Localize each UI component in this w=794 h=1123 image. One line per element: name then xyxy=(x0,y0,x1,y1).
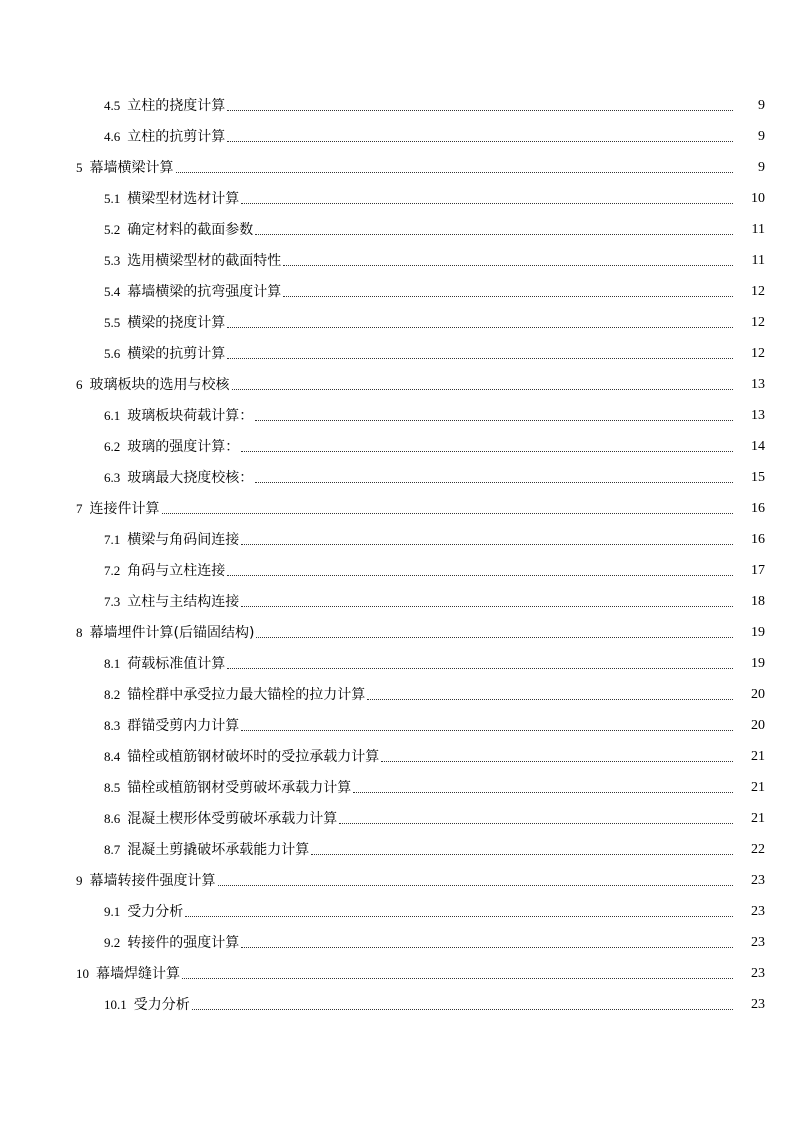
toc-entry-page: 21 xyxy=(751,811,765,826)
dot-leader xyxy=(227,109,733,111)
toc-entry-title: 受力分析 xyxy=(127,904,184,920)
dot-leader xyxy=(227,140,733,142)
dot-leader xyxy=(227,574,733,576)
toc-entry-page: 19 xyxy=(751,625,765,640)
toc-entry-title: 幕墙埋件计算(后锚固结构) xyxy=(89,625,255,641)
toc-entry[interactable] xyxy=(0,983,794,1014)
toc-entry-number: 5.5 xyxy=(104,315,121,330)
toc-entry[interactable] xyxy=(0,394,794,425)
toc-entry[interactable] xyxy=(0,301,794,332)
toc-entry[interactable] xyxy=(0,146,794,177)
toc-entry[interactable] xyxy=(0,208,794,239)
toc-entry[interactable] xyxy=(0,766,794,797)
toc-entry-title: 横梁的抗剪计算 xyxy=(127,346,226,362)
toc-entry-page: 18 xyxy=(751,594,765,609)
toc-entry-page: 12 xyxy=(751,284,765,299)
dot-leader xyxy=(241,202,733,204)
toc-entry-title: 角码与立柱连接 xyxy=(127,563,226,579)
toc-entry-number: 8.2 xyxy=(104,687,121,702)
toc-entry-number: 8.1 xyxy=(104,656,121,671)
toc-entry-page: 16 xyxy=(751,501,765,516)
toc-entry[interactable] xyxy=(0,425,794,456)
toc-entry-title: 横梁与角码间连接 xyxy=(127,532,240,548)
toc-entry[interactable] xyxy=(0,673,794,704)
dot-leader xyxy=(176,171,734,173)
toc-entry-title: 锚栓群中承受拉力最大锚栓的拉力计算 xyxy=(127,687,366,703)
toc-entry-page: 23 xyxy=(751,997,765,1012)
toc-entry-page: 20 xyxy=(751,718,765,733)
toc-entry-page: 9 xyxy=(758,98,765,113)
toc-entry-title: 幕墙横梁的抗弯强度计算 xyxy=(127,284,282,300)
toc-entry-title: 群锚受剪内力计算 xyxy=(127,718,240,734)
toc-entry-page: 23 xyxy=(751,966,765,981)
toc-entry[interactable] xyxy=(0,828,794,859)
toc-entry-number: 5.2 xyxy=(104,222,121,237)
dot-leader xyxy=(339,822,733,824)
toc-entry-title: 幕墙焊缝计算 xyxy=(96,966,180,982)
toc-entry-number: 8.6 xyxy=(104,811,121,826)
dot-leader xyxy=(367,698,733,700)
toc-entry-number: 8.4 xyxy=(104,749,121,764)
toc-entry[interactable] xyxy=(0,797,794,828)
toc-entry-number: 5.6 xyxy=(104,346,121,361)
dot-leader xyxy=(227,667,733,669)
toc-entry-title: 锚栓或植筋钢材受剪破坏承载力计算 xyxy=(127,780,352,796)
toc-entry-number: 7 xyxy=(76,501,83,516)
dot-leader xyxy=(283,264,733,266)
dot-leader xyxy=(185,915,733,917)
toc-entry-page: 15 xyxy=(751,470,765,485)
dot-leader xyxy=(353,791,733,793)
toc-entry-number: 9 xyxy=(76,873,83,888)
toc-entry-page: 23 xyxy=(751,873,765,888)
toc-entry-number: 4.5 xyxy=(104,98,121,113)
dot-leader xyxy=(283,295,733,297)
dot-leader xyxy=(255,481,733,483)
dot-leader xyxy=(192,1008,733,1010)
dot-leader xyxy=(256,636,733,638)
dot-leader xyxy=(227,357,733,359)
toc-entry-page: 14 xyxy=(751,439,765,454)
dot-leader xyxy=(241,729,733,731)
dot-leader xyxy=(311,853,733,855)
toc-entry[interactable] xyxy=(0,270,794,301)
toc-entry-title: 连接件计算 xyxy=(89,501,160,517)
toc-entry-number: 4.6 xyxy=(104,129,121,144)
toc-entry-number: 10 xyxy=(76,966,89,981)
toc-entry-number: 8.5 xyxy=(104,780,121,795)
toc-entry-page: 12 xyxy=(751,315,765,330)
toc-entry-title: 玻璃板块的选用与校核 xyxy=(89,377,230,393)
toc-entry[interactable] xyxy=(0,239,794,270)
toc-entry-page: 16 xyxy=(751,532,765,547)
toc-entry-title: 混凝土剪撬破坏承载能力计算 xyxy=(127,842,310,858)
toc-entry-title: 横梁型材选材计算 xyxy=(127,191,240,207)
table-of-contents xyxy=(0,84,794,1014)
dot-leader xyxy=(182,977,733,979)
toc-entry-title: 混凝土楔形体受剪破坏承载力计算 xyxy=(127,811,338,827)
toc-entry-title: 荷载标准值计算 xyxy=(127,656,226,672)
toc-entry-title: 幕墙横梁计算 xyxy=(89,160,174,176)
dot-leader xyxy=(218,884,734,886)
toc-entry[interactable] xyxy=(0,518,794,549)
toc-entry-title: 立柱的挠度计算 xyxy=(127,98,226,114)
toc-entry-number: 7.2 xyxy=(104,563,121,578)
toc-entry-page: 9 xyxy=(758,129,765,144)
toc-entry-title: 横梁的挠度计算 xyxy=(127,315,226,331)
toc-entry-title: 转接件的强度计算 xyxy=(127,935,240,951)
toc-entry-number: 8.3 xyxy=(104,718,121,733)
toc-entry-title: 玻璃的强度计算： xyxy=(127,439,240,455)
dot-leader xyxy=(227,326,733,328)
toc-entry-page: 11 xyxy=(751,253,765,268)
toc-entry-page: 13 xyxy=(751,377,765,392)
toc-entry-number: 6.3 xyxy=(104,470,121,485)
toc-entry-page: 10 xyxy=(751,191,765,206)
toc-entry[interactable] xyxy=(0,921,794,952)
toc-entry[interactable] xyxy=(0,363,794,394)
dot-leader xyxy=(162,512,734,514)
toc-entry-number: 8.7 xyxy=(104,842,121,857)
toc-entry[interactable] xyxy=(0,890,794,921)
toc-entry-number: 9.2 xyxy=(104,935,121,950)
toc-entry-number: 8 xyxy=(76,625,83,640)
toc-entry-page: 21 xyxy=(751,749,765,764)
toc-entry[interactable] xyxy=(0,84,794,115)
dot-leader xyxy=(241,450,733,452)
dot-leader xyxy=(232,388,734,390)
toc-entry-number: 5 xyxy=(76,160,83,175)
toc-entry[interactable] xyxy=(0,456,794,487)
toc-entry-title: 确定材料的截面参数 xyxy=(127,222,254,238)
dot-leader xyxy=(241,605,733,607)
toc-entry[interactable] xyxy=(0,642,794,673)
toc-entry[interactable] xyxy=(0,549,794,580)
toc-entry[interactable] xyxy=(0,332,794,363)
toc-entry-number: 5.1 xyxy=(104,191,121,206)
toc-entry-page: 9 xyxy=(758,160,765,175)
toc-entry-number: 5.4 xyxy=(104,284,121,299)
toc-entry-number: 6.1 xyxy=(104,408,121,423)
dot-leader xyxy=(255,419,733,421)
toc-entry-number: 9.1 xyxy=(104,904,121,919)
toc-entry[interactable] xyxy=(0,177,794,208)
dot-leader xyxy=(255,233,733,235)
toc-entry[interactable] xyxy=(0,115,794,146)
toc-entry-number: 10.1 xyxy=(104,997,127,1012)
toc-entry-number: 7.1 xyxy=(104,532,121,547)
toc-entry-page: 17 xyxy=(751,563,765,578)
toc-entry-page: 20 xyxy=(751,687,765,702)
toc-entry-page: 13 xyxy=(751,408,765,423)
toc-entry-number: 7.3 xyxy=(104,594,121,609)
toc-entry-number: 5.3 xyxy=(104,253,121,268)
toc-entry-page: 19 xyxy=(751,656,765,671)
dot-leader xyxy=(241,946,733,948)
dot-leader xyxy=(241,543,733,545)
toc-entry-number: 6.2 xyxy=(104,439,121,454)
toc-entry-title: 幕墙转接件强度计算 xyxy=(89,873,216,889)
toc-entry-page: 21 xyxy=(751,780,765,795)
toc-entry[interactable] xyxy=(0,580,794,611)
toc-entry-number: 6 xyxy=(76,377,83,392)
toc-entry-title: 锚栓或植筋钢材破坏时的受拉承载力计算 xyxy=(127,749,380,765)
toc-entry[interactable] xyxy=(0,611,794,642)
toc-entry-page: 11 xyxy=(751,222,765,237)
toc-entry-page: 23 xyxy=(751,935,765,950)
toc-entry-title: 立柱与主结构连接 xyxy=(127,594,240,610)
toc-entry-page: 23 xyxy=(751,904,765,919)
toc-entry-title: 玻璃最大挠度校核： xyxy=(127,470,254,486)
toc-entry[interactable] xyxy=(0,735,794,766)
toc-entry[interactable] xyxy=(0,952,794,983)
toc-entry-title: 立柱的抗剪计算 xyxy=(127,129,226,145)
toc-entry-title: 选用横梁型材的截面特性 xyxy=(127,253,282,269)
toc-entry[interactable] xyxy=(0,487,794,518)
toc-entry[interactable] xyxy=(0,859,794,890)
toc-entry-page: 22 xyxy=(751,842,765,857)
dot-leader xyxy=(381,760,733,762)
toc-entry[interactable] xyxy=(0,704,794,735)
toc-entry-page: 12 xyxy=(751,346,765,361)
toc-entry-title: 玻璃板块荷载计算： xyxy=(127,408,254,424)
toc-entry-title: 受力分析 xyxy=(133,997,190,1013)
